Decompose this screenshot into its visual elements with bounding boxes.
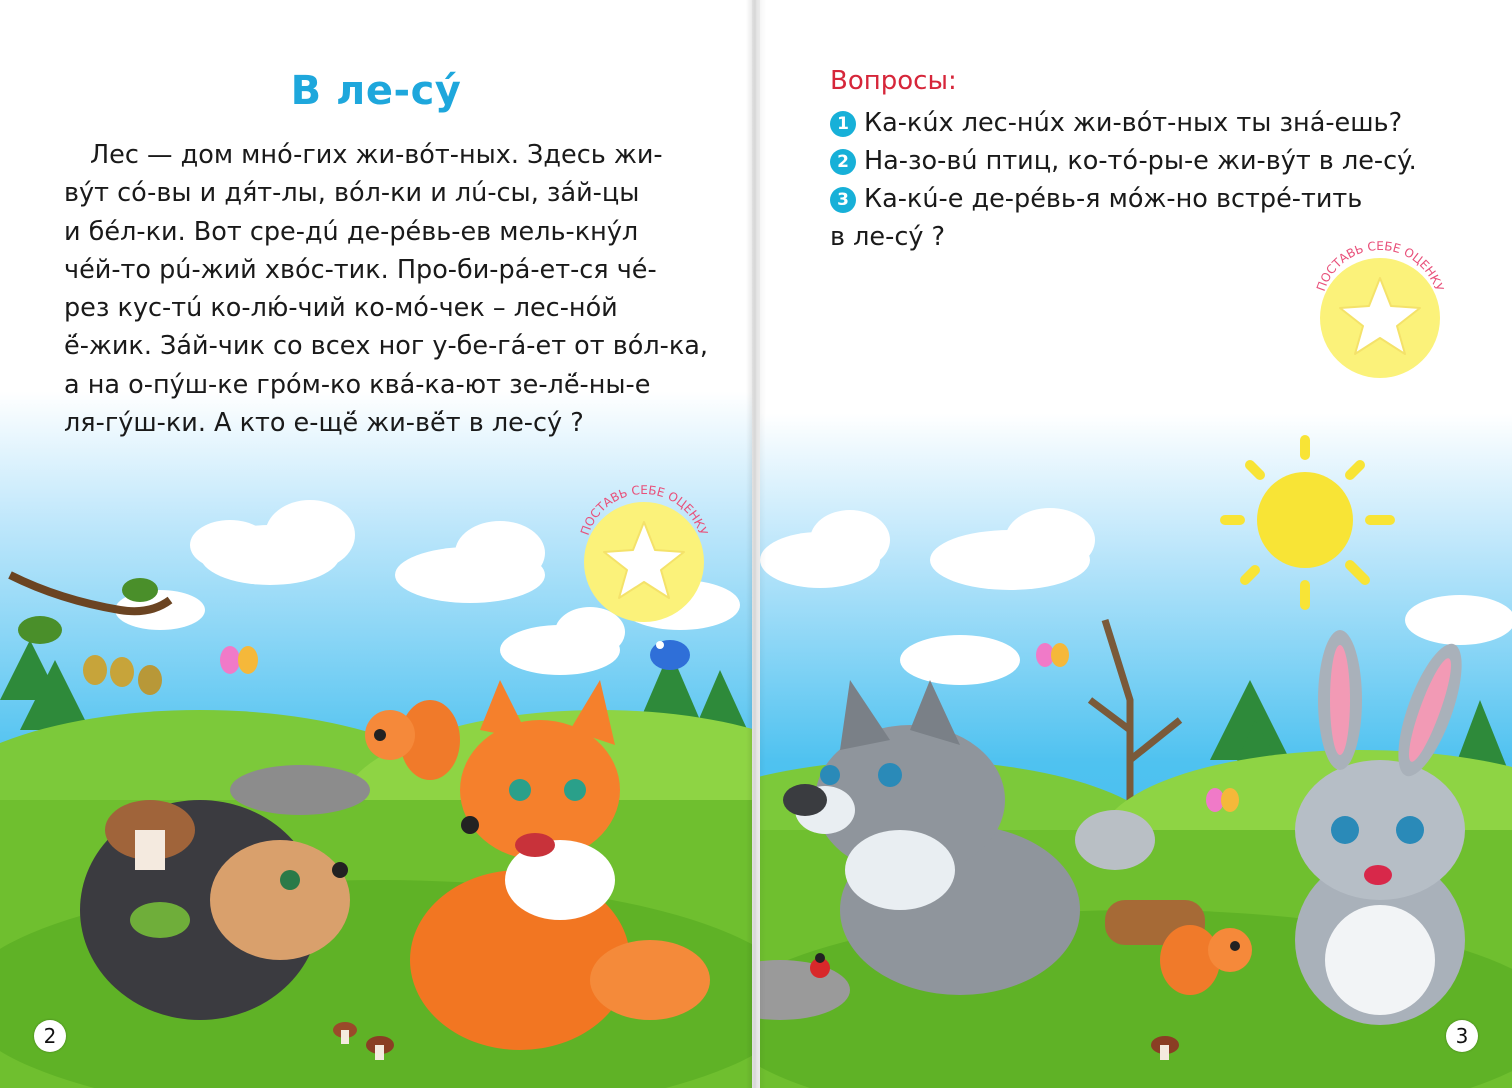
- story-line: ё́-жик. Зáй-чик со всех ног у-бе-гá-ет от вóл-ка,: [64, 331, 708, 362]
- question-number: 1: [830, 111, 856, 137]
- question-number: 3: [830, 187, 856, 213]
- page-number: 2: [34, 1020, 66, 1052]
- bird-icon: [650, 640, 690, 670]
- question-item: [830, 180, 1490, 218]
- rating-badge[interactable]: [564, 472, 724, 632]
- question-continuation: в ле-сý ?: [830, 222, 946, 252]
- page-number: 3: [1446, 1020, 1478, 1052]
- question-item: [830, 104, 1490, 142]
- story-line: чéй-то рú-жий хвóс-тик. Про-би-рá-ет-ся чé-: [64, 254, 657, 285]
- story-line: рез кус-тú ко-лю́-чий ко-мó-чек – лес-нóй: [64, 293, 618, 324]
- rating-badge[interactable]: [1300, 228, 1460, 388]
- question-text: На-зо-вú птиц, ко-тó-ры-е жи-вýт в ле-сý.: [864, 146, 1417, 176]
- book-gutter: [746, 0, 766, 1088]
- left-page: [0, 0, 752, 1088]
- questions-heading: Вопросы:: [830, 66, 957, 96]
- story-line: и бéл-ки. Вот сре-дú де-рéвь-ев мель-кнýл: [64, 216, 639, 247]
- story-line: вýт сó-вы и дя́т-лы, вóл-ки и лú-сы, зáй-цы: [64, 178, 640, 209]
- question-number: 2: [830, 149, 856, 175]
- question-text: Ка-кúх лес-нúх жи-вóт-ных ты знá-ешь?: [864, 108, 1403, 138]
- story-line: Лес — дом мнó-гих жи-вóт-ных. Здесь жи-: [90, 140, 663, 170]
- story-line: ля-гýш-ки. А кто е-щё́ жи-вё́т в ле-сý ?: [64, 408, 584, 439]
- rating-badge-label: ПОСТАВЬ СЕБЕ ОЦЕНКУ: [577, 482, 711, 538]
- question-item: [830, 142, 1490, 180]
- rating-badge-label: ПОСТАВЬ СЕБЕ ОЦЕНКУ: [1313, 238, 1447, 294]
- question-text: Ка-кú-е де-рéвь-я мóж-но встрé-тить: [864, 184, 1363, 214]
- right-page: [760, 0, 1512, 1088]
- story-line: а на о-пýш-ке грóм-ко квá-ка-ют зе-лё́-ны-е: [64, 369, 651, 400]
- story-text: [64, 136, 724, 442]
- page-title: В ле-сý: [290, 68, 462, 114]
